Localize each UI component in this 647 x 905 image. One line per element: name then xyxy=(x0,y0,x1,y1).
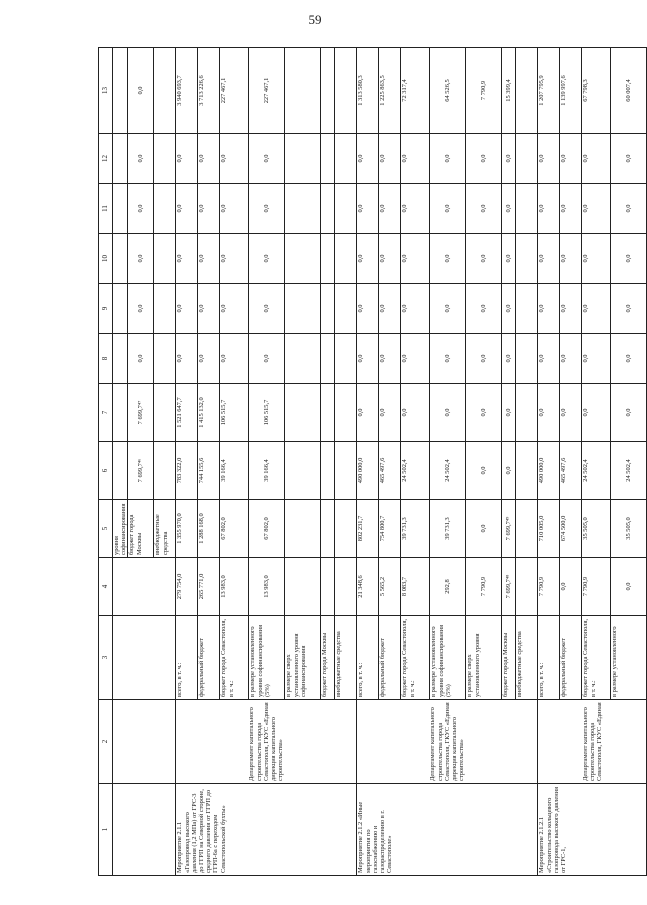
executor-name: Департамент капитального строительства города Севастополя, ГКУС «Единая xyxy=(538,700,647,784)
rotated-table-scan xyxy=(98,48,633,876)
measure-name: Мероприятие 2.1.1 «Газопровод высокого давления (1,2 МПа) от ГРС-3 до ГГРП на Северной стороне, среднего давления от ГГРП до ГГРП-6а с переходом Севастопольской бухты» xyxy=(176,784,357,876)
value-cell: 0,0 xyxy=(611,184,647,234)
page-number: 59 xyxy=(308,12,322,27)
value-cell: 0,0 xyxy=(128,334,154,384)
value-cell: 0,0 xyxy=(466,384,502,442)
value-cell xyxy=(113,234,128,284)
value-cell xyxy=(516,284,538,334)
funding-source-label: в размере установленного уровня софинансирования (5%) xyxy=(249,616,285,700)
value-cell: 227 467,1 xyxy=(249,48,285,134)
value-cell xyxy=(285,334,321,384)
value-cell xyxy=(285,184,321,234)
value-cell: 35 505,0 xyxy=(582,500,611,558)
value-cell xyxy=(335,384,357,442)
funding-source-label: внебюджетные средства xyxy=(335,616,357,700)
value-cell: 0,0 xyxy=(198,284,220,334)
value-cell: 72 317,4 xyxy=(401,48,430,134)
value-cell xyxy=(335,334,357,384)
value-cell: 0,0 xyxy=(220,334,249,384)
value-cell: 0,0 xyxy=(198,184,220,234)
value-cell: 0,0 xyxy=(502,184,516,234)
funding-source-label: бюджет города Севастополя, в т. ч.: xyxy=(220,616,249,700)
value-cell: 0,0 xyxy=(611,334,647,384)
value-cell: 0,0 xyxy=(502,384,516,442)
value-cell xyxy=(335,234,357,284)
value-cell: 0,0 xyxy=(582,384,611,442)
value-cell: 279 754,0 xyxy=(176,558,198,616)
value-cell: 0,0 xyxy=(538,334,560,384)
value-cell: 0,0 xyxy=(401,134,430,184)
column-number-row xyxy=(99,48,113,876)
column-number-1: 1 xyxy=(99,784,113,876)
funding-source-label: бюджет города Москвы xyxy=(128,500,154,558)
value-cell xyxy=(321,500,335,558)
value-cell: 0,0 xyxy=(357,384,379,442)
value-cell: 0,0 xyxy=(128,284,154,334)
value-cell: 0,0 xyxy=(401,234,430,284)
column-number-4: 4 xyxy=(99,558,113,616)
value-cell: 0,0 xyxy=(502,234,516,284)
value-cell: 783 322,0 xyxy=(176,442,198,500)
value-cell: 0,0 xyxy=(220,234,249,284)
value-cell xyxy=(321,442,335,500)
value-cell: 0,0 xyxy=(379,184,401,234)
value-cell: 0,0 xyxy=(502,134,516,184)
value-cell: 39 731,3 xyxy=(430,500,466,558)
value-cell xyxy=(321,334,335,384)
value-cell: 0,0 xyxy=(401,334,430,384)
column-number-10: 10 xyxy=(99,234,113,284)
value-cell xyxy=(113,184,128,234)
funding-source-label: бюджет города Москвы xyxy=(321,616,335,700)
column-number-13: 13 xyxy=(99,48,113,134)
column-number-5: 5 xyxy=(99,500,113,558)
value-cell xyxy=(321,234,335,284)
value-cell: 0,0 xyxy=(466,500,502,558)
value-cell xyxy=(516,384,538,442)
value-cell: 0,0 xyxy=(430,134,466,184)
value-cell: 0,0 xyxy=(379,384,401,442)
value-cell: 15 399,4 xyxy=(502,48,516,134)
value-cell: 0,0 xyxy=(357,184,379,234)
funding-source-label: в размере сверх установленного уровня софинансирования xyxy=(285,616,321,700)
value-cell xyxy=(113,442,128,500)
table-body xyxy=(113,48,647,876)
value-cell: 0,0 xyxy=(198,234,220,284)
value-cell: 0,0 xyxy=(538,184,560,234)
value-cell xyxy=(154,234,176,284)
value-cell: 13 983,0 xyxy=(249,558,285,616)
value-cell: 0,0 xyxy=(379,284,401,334)
value-cell: 67 798,3 xyxy=(582,48,611,134)
value-cell: 744 155,6 xyxy=(198,442,220,500)
value-cell xyxy=(321,184,335,234)
value-cell: 24 502,4 xyxy=(611,442,647,500)
value-cell: 1 521 647,7 xyxy=(176,384,198,442)
value-cell: 8 083,7 xyxy=(401,558,430,616)
value-cell xyxy=(516,500,538,558)
value-cell xyxy=(516,334,538,384)
value-cell: 0,0 xyxy=(502,284,516,334)
table-row xyxy=(113,48,128,876)
value-cell: 1 355 970,0 xyxy=(176,500,198,558)
value-cell: 0,0 xyxy=(466,234,502,284)
funding-source-label: бюджет города Севастополя, в т. ч.: xyxy=(582,616,611,700)
value-cell: 24 502,4 xyxy=(582,442,611,500)
column-number-3: 3 xyxy=(99,616,113,700)
value-cell: 13 983,0 xyxy=(220,558,249,616)
value-cell: 465 497,6 xyxy=(560,442,582,500)
value-cell xyxy=(285,442,321,500)
value-cell: 465 497,6 xyxy=(379,442,401,500)
blank-measure-cell xyxy=(113,616,176,700)
measure-name: Мероприятие 2.1.2 «Иные мероприятия по газоснабжению и газораспределению в г. Севастополе» xyxy=(357,784,538,876)
value-cell: 0,0 xyxy=(128,48,154,134)
value-cell: 0,0 xyxy=(611,384,647,442)
value-cell: 0,0 xyxy=(220,284,249,334)
value-cell: 0,0 xyxy=(379,334,401,384)
value-cell: 490 000,0 xyxy=(357,442,379,500)
value-cell: 7 699,7⁴⁹ xyxy=(502,500,516,558)
value-cell: 1 207 795,9 xyxy=(538,48,560,134)
value-cell xyxy=(321,384,335,442)
value-cell: 0,0 xyxy=(379,134,401,184)
value-cell xyxy=(516,234,538,284)
value-cell: 0,0 xyxy=(466,442,502,500)
value-cell: 227 467,1 xyxy=(220,48,249,134)
value-cell: 0,0 xyxy=(611,234,647,284)
value-cell: 0,0 xyxy=(430,184,466,234)
funding-source-label: бюджет города Москвы xyxy=(502,616,516,700)
value-cell: 0,0 xyxy=(560,284,582,334)
value-cell: 0,0 xyxy=(176,284,198,334)
value-cell: 0,0 xyxy=(401,384,430,442)
value-cell xyxy=(285,500,321,558)
value-cell: 710 005,0 xyxy=(538,500,560,558)
funding-source-label: в размере установленного xyxy=(611,616,647,700)
value-cell: 64 526,5 xyxy=(430,48,466,134)
value-cell: 24 502,4 xyxy=(401,442,430,500)
value-cell: 0,0 xyxy=(502,334,516,384)
value-cell: 60 007,4 xyxy=(611,48,647,134)
value-cell: 0,0 xyxy=(611,284,647,334)
value-cell: 0,0 xyxy=(611,558,647,616)
value-cell: 0,0 xyxy=(538,384,560,442)
value-cell xyxy=(335,184,357,234)
value-cell: 0,0 xyxy=(357,284,379,334)
value-cell: 0,0 xyxy=(176,334,198,384)
value-cell: 0,0 xyxy=(357,134,379,184)
value-cell: 0,0 xyxy=(560,134,582,184)
column-number-12: 12 xyxy=(99,134,113,184)
value-cell xyxy=(154,384,176,442)
value-cell xyxy=(154,48,176,134)
value-cell: 0,0 xyxy=(430,284,466,334)
value-cell: 1 313 580,3 xyxy=(357,48,379,134)
value-cell: 0,0 xyxy=(249,234,285,284)
value-cell: 0,0 xyxy=(128,184,154,234)
value-cell: 1 225 863,5 xyxy=(379,48,401,134)
value-cell: 0,0 xyxy=(466,284,502,334)
table-row xyxy=(176,48,198,876)
value-cell: 7 790,9 xyxy=(466,558,502,616)
value-cell: 67 802,0 xyxy=(249,500,285,558)
value-cell: 0,0 xyxy=(176,184,198,234)
value-cell: 0,0 xyxy=(249,134,285,184)
value-cell xyxy=(154,134,176,184)
value-cell: 67 802,0 xyxy=(220,500,249,558)
value-cell: 5 565,2 xyxy=(379,558,401,616)
value-cell: 35 505,0 xyxy=(611,500,647,558)
funding-source-label: бюджет города Севастополя, в т. ч.: xyxy=(401,616,430,700)
value-cell: 0,0 xyxy=(560,558,582,616)
value-cell xyxy=(285,134,321,184)
value-cell xyxy=(154,334,176,384)
value-cell xyxy=(516,134,538,184)
funding-source-label: в размере установленного уровня софинансирования (5%) xyxy=(430,616,466,700)
value-cell: 0,0 xyxy=(401,184,430,234)
value-cell xyxy=(516,442,538,500)
value-cell: 3 713 226,6 xyxy=(198,48,220,134)
column-number-6: 6 xyxy=(99,442,113,500)
value-cell: 0,0 xyxy=(379,234,401,284)
value-cell: 0,0 xyxy=(560,384,582,442)
value-cell xyxy=(335,48,357,134)
funding-source-label: внебюджетные средства xyxy=(154,500,176,558)
funding-source-label: всего, в т. ч.: xyxy=(538,616,560,700)
value-cell xyxy=(516,48,538,134)
column-number-8: 8 xyxy=(99,334,113,384)
value-cell: 0,0 xyxy=(582,234,611,284)
executor-name: Департамент капитального строительства города Севастополя, ГКУС «Единая дирекция капитального строительства» xyxy=(176,700,357,784)
value-cell: 0,0 xyxy=(357,234,379,284)
value-cell: 0,0 xyxy=(198,334,220,384)
value-cell xyxy=(113,48,128,134)
value-cell: 106 515,7 xyxy=(249,384,285,442)
value-cell: 0,0 xyxy=(466,334,502,384)
column-number-9: 9 xyxy=(99,284,113,334)
executor-name: Департамент капитального строительства города Севастополя, ГКУС «Единая дирекция капитального строительства» xyxy=(357,700,538,784)
value-cell xyxy=(113,384,128,442)
value-cell: 265 771,0 xyxy=(198,558,220,616)
funding-source-label: уровня софинансирования xyxy=(113,500,128,558)
value-cell: 0,0 xyxy=(128,134,154,184)
value-cell: 24 502,4 xyxy=(430,442,466,500)
value-cell xyxy=(113,284,128,334)
value-cell: 0,0 xyxy=(220,184,249,234)
value-cell: 0,0 xyxy=(582,334,611,384)
column-number-2: 2 xyxy=(99,700,113,784)
funding-source-label: внебюджетные средства xyxy=(516,616,538,700)
value-cell: 0,0 xyxy=(198,134,220,184)
funding-source-label: всего, в т. ч.: xyxy=(357,616,379,700)
value-cell: 0,0 xyxy=(401,284,430,334)
value-cell xyxy=(113,334,128,384)
value-cell xyxy=(335,284,357,334)
value-cell xyxy=(335,500,357,558)
value-cell: 490 000,0 xyxy=(538,442,560,500)
blank-executor-cell xyxy=(113,558,176,616)
value-cell xyxy=(321,284,335,334)
value-cell: 674 500,0 xyxy=(560,500,582,558)
value-cell: 292,8 xyxy=(430,558,466,616)
value-cell: 0,0 xyxy=(249,184,285,234)
value-cell: 7 790,9 xyxy=(466,48,502,134)
value-cell: 39 166,4 xyxy=(220,442,249,500)
value-cell: 1 415 132,0 xyxy=(198,384,220,442)
value-cell: 0,0 xyxy=(176,134,198,184)
value-cell: 0,0 xyxy=(128,234,154,284)
table-row xyxy=(538,48,560,876)
value-cell: 7 699,7⁴⁸ xyxy=(502,558,516,616)
value-cell xyxy=(335,442,357,500)
value-cell: 7 699,7⁴⁷ xyxy=(128,384,154,442)
value-cell xyxy=(285,234,321,284)
value-cell: 0,0 xyxy=(466,184,502,234)
executor-name xyxy=(113,700,176,784)
value-cell xyxy=(154,284,176,334)
value-cell: 0,0 xyxy=(430,384,466,442)
value-cell: 106 515,7 xyxy=(220,384,249,442)
value-cell xyxy=(516,184,538,234)
value-cell xyxy=(113,134,128,184)
value-cell: 0,0 xyxy=(538,234,560,284)
value-cell: 0,0 xyxy=(538,284,560,334)
value-cell: 0,0 xyxy=(249,334,285,384)
value-cell: 802 231,7 xyxy=(357,500,379,558)
table-row xyxy=(357,48,379,876)
budget-table xyxy=(98,47,647,876)
value-cell: 0,0 xyxy=(466,134,502,184)
value-cell: 1 288 168,0 xyxy=(198,500,220,558)
funding-source-label: всего, в т. ч.: xyxy=(176,616,198,700)
value-cell xyxy=(516,558,538,616)
column-number-11: 11 xyxy=(99,184,113,234)
value-cell: 0,0 xyxy=(560,234,582,284)
value-cell: 0,0 xyxy=(430,234,466,284)
value-cell: 7 790,9 xyxy=(538,558,560,616)
value-cell: 21 348,6 xyxy=(357,558,379,616)
value-cell: 7 790,9 xyxy=(582,558,611,616)
value-cell: 0,0 xyxy=(560,334,582,384)
funding-source-label: федеральный бюджет xyxy=(198,616,220,700)
measure-name xyxy=(113,784,176,876)
value-cell xyxy=(321,48,335,134)
value-cell xyxy=(335,558,357,616)
rotated-table-frame xyxy=(98,48,633,876)
value-cell: 0,0 xyxy=(582,184,611,234)
value-cell: 0,0 xyxy=(249,284,285,334)
value-cell xyxy=(335,134,357,184)
value-cell xyxy=(154,442,176,500)
value-cell: 39 166,4 xyxy=(249,442,285,500)
value-cell: 0,0 xyxy=(582,134,611,184)
value-cell: 0,0 xyxy=(560,184,582,234)
value-cell: 0,0 xyxy=(502,442,516,500)
value-cell: 0,0 xyxy=(538,134,560,184)
value-cell: 754 800,7 xyxy=(379,500,401,558)
value-cell: 39 731,3 xyxy=(401,500,430,558)
value-cell: 7 699,7⁴⁶ xyxy=(128,442,154,500)
value-cell xyxy=(154,184,176,234)
value-cell xyxy=(285,384,321,442)
value-cell: 0,0 xyxy=(430,334,466,384)
value-cell: 1 139 997,6 xyxy=(560,48,582,134)
value-cell: 0,0 xyxy=(611,134,647,184)
value-cell xyxy=(285,284,321,334)
value-cell: 0,0 xyxy=(176,234,198,284)
value-cell: 0,0 xyxy=(220,134,249,184)
funding-source-label: федеральный бюджет xyxy=(560,616,582,700)
measure-name: Мероприятие 2.1.2.1 «Строительство кольцевого газопровода высокого давления от ГРС-1, xyxy=(538,784,647,876)
value-cell xyxy=(321,558,335,616)
funding-source-label: в размере сверх установленного уровня xyxy=(466,616,502,700)
value-cell: 0,0 xyxy=(582,284,611,334)
value-cell xyxy=(285,48,321,134)
value-cell: 3 940 693,7 xyxy=(176,48,198,134)
value-cell: 0,0 xyxy=(357,334,379,384)
column-number-7: 7 xyxy=(99,384,113,442)
value-cell xyxy=(285,558,321,616)
value-cell xyxy=(321,134,335,184)
funding-source-label: федеральный бюджет xyxy=(379,616,401,700)
